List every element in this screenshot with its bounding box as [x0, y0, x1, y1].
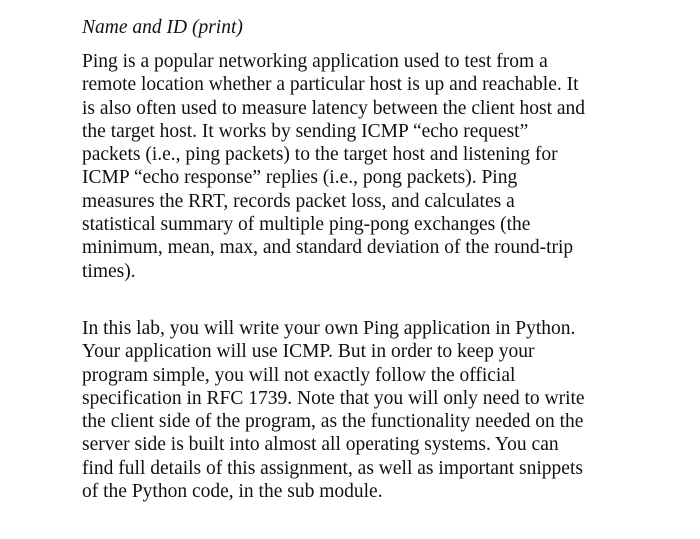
heading-emphasis: print [198, 17, 237, 38]
paragraph-line: the client side of the program, as the functionality needed on the [82, 411, 584, 433]
heading-close: ) [236, 17, 243, 38]
paragraph-line: server side is built into almost all operating systems. You can [82, 434, 559, 456]
paragraph-line: remote location whether a particular host is up and reachable. It [82, 74, 579, 96]
paragraph-line: ICMP “echo response” replies (i.e., pong packets). Ping [82, 167, 518, 189]
paragraph-line: the target host. It works by sending ICMP “echo request” [82, 120, 529, 142]
paragraph-line: statistical summary of multiple ping-pong exchanges (the [82, 214, 531, 236]
paragraph-line: is also often used to measure latency between the client host and [82, 97, 586, 119]
paragraph-line: times). [82, 260, 136, 282]
paragraph-line: of the Python code, in the sub module. [82, 481, 383, 503]
name-id-heading [82, 17, 243, 39]
paragraph-line: program simple, you will not exactly follow the official [82, 364, 516, 386]
heading-label: Name and ID ( [82, 17, 199, 38]
paragraph-lab-instructions [82, 317, 642, 503]
paragraph-line: Ping is a popular networking application used to test from a [82, 51, 548, 72]
paragraph-line: packets (i.e., ping packets) to the target host and listening for [82, 144, 558, 166]
paragraph-intro [82, 50, 642, 283]
paragraph-line: find full details of this assignment, as well as important snippets [82, 457, 583, 479]
paragraph-line: measures the RRT, records packet loss, and calculates a [82, 190, 515, 212]
paragraph-line: minimum, mean, max, and standard deviation of the round-trip [82, 237, 574, 259]
paragraph-line: Your application will use ICMP. But in order to keep your [82, 341, 535, 363]
paragraph-line: specification in RFC 1739. Note that you will only need to write [82, 387, 585, 409]
paragraph-line: In this lab, you will write your own Ping application in Python. [82, 318, 576, 339]
